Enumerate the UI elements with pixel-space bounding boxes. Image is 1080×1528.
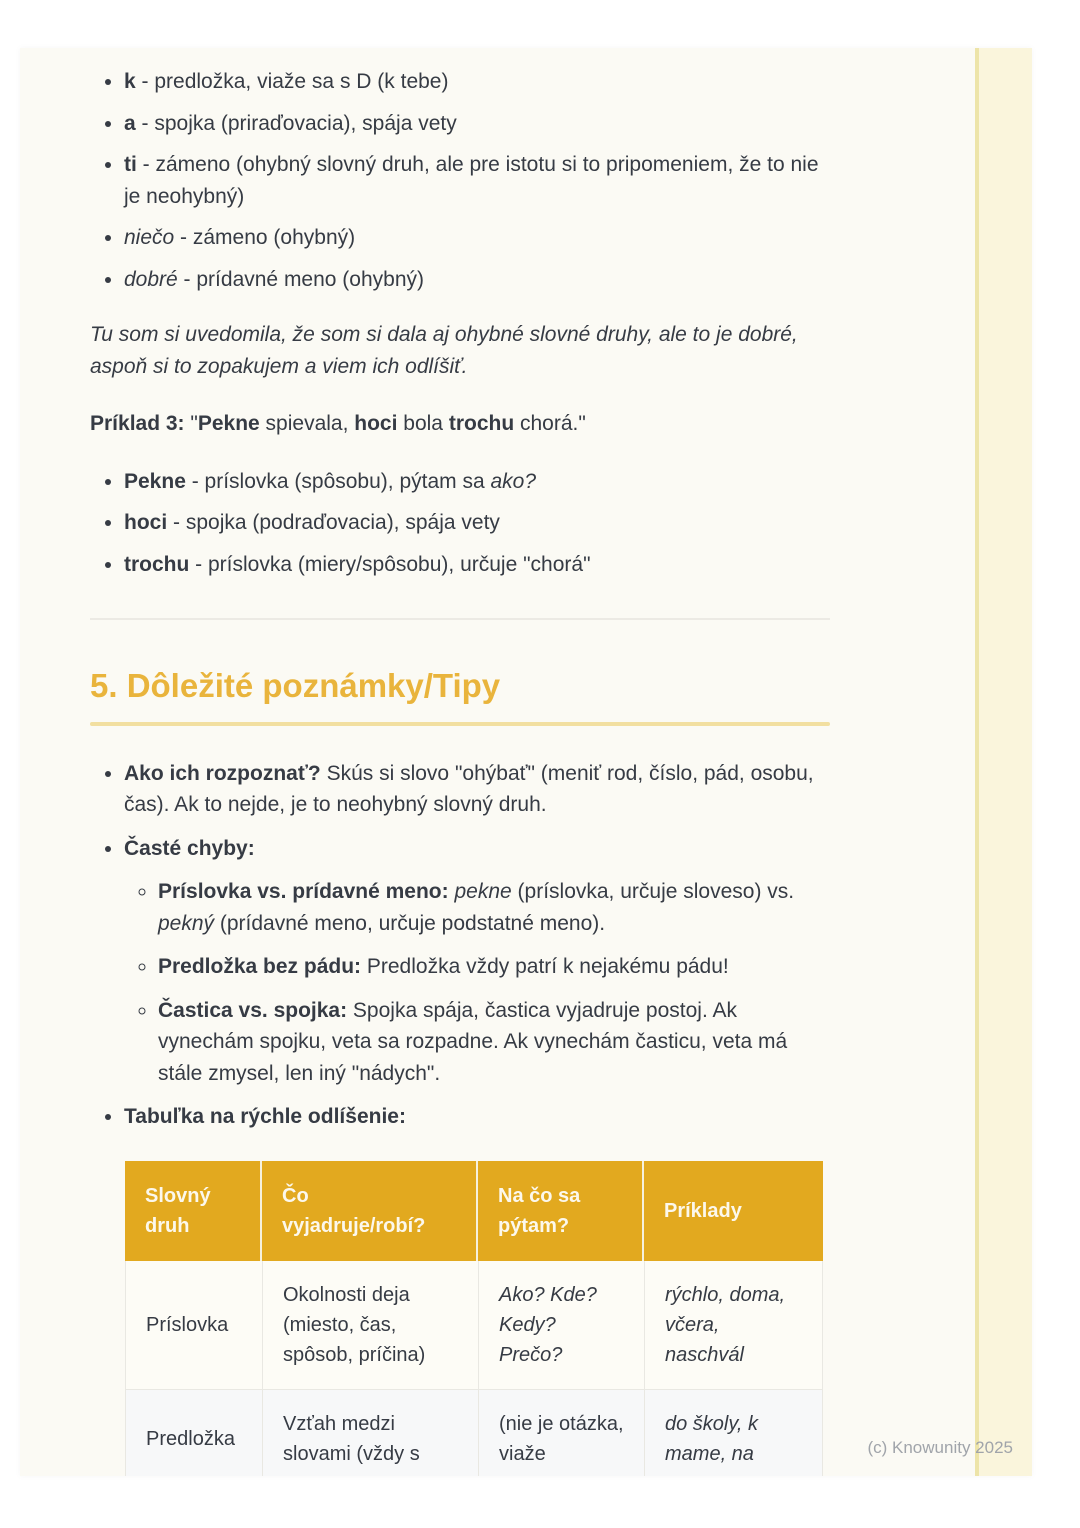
section-5-title: 5. Dôležité poznámky/Tipy: [90, 667, 501, 704]
table-cell: Príslovka: [125, 1261, 262, 1390]
list-item: • dobré - prídavné meno (ohybný): [124, 264, 830, 296]
page-edge-strip: [975, 48, 1032, 1476]
list-item: • hoci - spojka (podraďovacia), spája vety: [124, 507, 830, 539]
table-cell: Okolnosti deja (miesto, čas, spôsob, príčina): [262, 1261, 478, 1390]
example-3-analysis-list: [90, 466, 830, 581]
word-analysis-list: [90, 66, 830, 295]
common-mistakes-sublist: [124, 876, 830, 1089]
sub-list-item: ◦ Predložka bez pádu: Predložka vždy patrí k nejakému pádu!: [158, 951, 830, 983]
personal-note-paragraph: Tu som si uvedomila, že som si dala aj ohybné slovné druhy, ale to je dobré, aspoň si to zopakujem a viem ich odlíšiť.: [90, 323, 798, 378]
table-cell: rýchlo, doma, včera, naschvál: [644, 1261, 823, 1390]
list-item: • Pekne - príslovka (spôsobu), pýtam sa ako?: [124, 466, 830, 498]
table-header-cell: Príklady: [644, 1161, 823, 1261]
table-header-cell: Čo vyjadruje/robí?: [262, 1161, 478, 1261]
table-cell: Vzťah medzi slovami (vždy s: [262, 1390, 478, 1476]
table-cell: Ako? Kde? Kedy? Prečo?: [478, 1261, 644, 1390]
list-item: • trochu - príslovka (miery/spôsobu), určuje "chorá": [124, 549, 830, 581]
example-3-sentence: Príklad 3: "Pekne spievala, hoci bola trochu chorá.": [90, 412, 586, 435]
list-item-how-to-recognize: • Ako ich rozpoznať? Skús si slovo "ohýbať" (meniť rod, číslo, pád, osobu, čas). Ak to nejde, je to neohybný slovný druh.: [124, 758, 830, 821]
table-cell: (nie je otázka, viaže: [478, 1390, 644, 1476]
quick-comparison-table: [125, 1161, 823, 1476]
table-header-row: [125, 1161, 823, 1261]
table-header-cell: Na čo sa pýtam?: [478, 1161, 644, 1261]
sub-list-item: ◦ Častica vs. spojka: Spojka spája, častica vyjadruje postoj. Ak vynechám spojku, veta sa rozpadne. Ak vynechám časticu, veta má stále zmysel, len iný "nádych".: [158, 995, 830, 1090]
table-row-prislovka: [125, 1261, 823, 1390]
copyright-watermark: (c) Knowunity 2025: [867, 1438, 1013, 1457]
list-item-common-mistakes: [124, 833, 830, 1090]
list-item: • niečo - zámeno (ohybný): [124, 222, 830, 254]
list-item: • ti - zámeno (ohybný slovný druh, ale pre istotu si to pripomeniem, že to nie je neohybný): [124, 149, 830, 212]
list-item: • k - predložka, viaže sa s D (k tebe): [124, 66, 830, 98]
table-cell: do školy, k mame, na: [644, 1390, 823, 1476]
document-content: [90, 48, 830, 1476]
quick-comparison-table-wrap: [125, 1161, 823, 1476]
document-page: [20, 48, 1032, 1476]
section-divider: [90, 618, 830, 620]
section-title-underline: [90, 722, 830, 726]
table-cell: Predložka: [125, 1390, 262, 1476]
common-mistakes-label: Časté chyby:: [124, 836, 255, 860]
list-item-quick-table-label: • Tabuľka na rýchle odlíšenie:: [124, 1101, 830, 1133]
tips-list: [90, 758, 830, 1133]
table-row-predlozka: [125, 1390, 823, 1476]
sub-list-item: ◦ Príslovka vs. prídavné meno: pekne (príslovka, určuje sloveso) vs. pekný (prídavné meno, určuje podstatné meno).: [158, 876, 830, 939]
table-header-cell: Slovný druh: [125, 1161, 262, 1261]
list-item: • a - spojka (priraďovacia), spája vety: [124, 108, 830, 140]
